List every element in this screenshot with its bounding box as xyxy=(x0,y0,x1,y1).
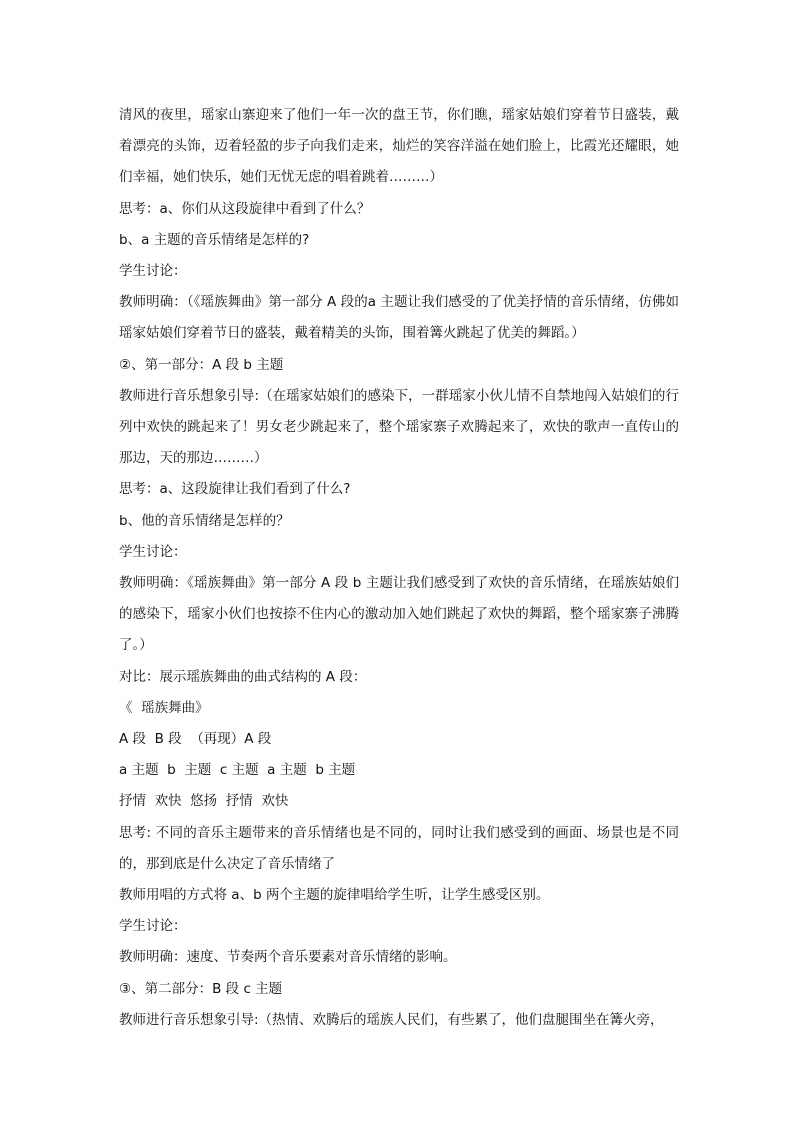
paragraph-reflection: 思考: 不同的音乐主题带来的音乐情绪也是不同的，同时让我们感受到的画面、场景也是不同的，那到底是什么决定了音乐情绪了 xyxy=(119,824,679,872)
document-body xyxy=(119,100,679,1036)
paragraph-piece-title: 《 瑶族舞曲》 xyxy=(119,699,209,716)
paragraph-teacher-clarify: 教师明确：《瑶族舞曲》第一部分 A 段 b 主题让我们感受到了欢快的音乐情绪，在瑶族姑娘们的感染下，瑶家小伙们也按捺不住内心的激动加入她们跳起了欢快的舞蹈，整个瑶家寨子沸腾了。） xyxy=(119,575,679,654)
paragraph-question-a: 思考：a、这段旋律让我们看到了什么? xyxy=(119,481,351,498)
paragraph-question-b: b、他的音乐情绪是怎样的？ xyxy=(119,512,290,529)
paragraph-structure-moods: 抒情 欢快 悠扬 抒情 欢快 xyxy=(119,793,289,810)
paragraph-student-discussion: 学生讨论： xyxy=(119,543,187,560)
paragraph-question-a: 思考：a、你们从这段旋律中看到了什么？ xyxy=(119,200,371,217)
paragraph-teacher-guidance: 教师进行音乐想象引导:（热情、欢腾后的瑶族人民们，有些累了，他们盘腿围坐在篝火旁， xyxy=(119,1011,664,1028)
paragraph-teacher-sing: 教师用唱的方式将 a、b 两个主题的旋律唱给学生听，让学生感受区别。 xyxy=(119,887,550,904)
paragraph-structure-themes: a 主题 b 主题 c 主题 a 主题 b 主题 xyxy=(119,762,356,779)
paragraph-student-discussion: 学生讨论： xyxy=(119,263,187,280)
paragraph-section-heading: ③、第二部分：B 段 c 主题 xyxy=(119,980,283,997)
paragraph-structure-sections: A 段 B 段 （再现）A 段 xyxy=(119,731,272,748)
paragraph-section-heading: ②、第一部分：A 段 b 主题 xyxy=(119,356,284,373)
paragraph-teacher-clarify: 教师明确：（《瑶族舞曲》第一部分 A 段的a 主题让我们感受的了优美抒情的音乐情绪，仿佛如瑶家姑娘们穿着节日的盛装，戴着精美的头饰，围着篝火跳起了优美的舞蹈。） xyxy=(119,294,679,342)
paragraph-comparison: 对比：展示瑶族舞曲的曲式结构的 A 段： xyxy=(119,668,367,685)
paragraph-teacher-clarify: 教师明确：速度、节奏两个音乐要素对音乐情绪的影响。 xyxy=(119,949,457,966)
paragraph-student-discussion: 学生讨论： xyxy=(119,918,187,935)
paragraph-teacher-guidance: 教师进行音乐想象引导:（在瑶家姑娘们的感染下，一群瑶家小伙儿情不自禁地闯入姑娘们的行列中欢快的跳起来了！男女老少跳起来了，整个瑶家寨子欢腾起来了，欢快的歌声一直传山的那边，天的那边………） xyxy=(119,387,679,467)
paragraph-festival-narration: 清风的夜里，瑶家山寨迎来了他们一年一次的盘王节，你们瞧，瑶家姑娘们穿着节日盛装，戴着漂亮的头饰，迈着轻盈的步子向我们走来，灿烂的笑容洋溢在她们脸上，比霞光还耀眼，她们幸福，她们快乐，她们无忧无虑的唱着跳着………） xyxy=(119,107,679,186)
paragraph-question-b: b、a 主题的音乐情绪是怎样的? xyxy=(119,231,310,248)
